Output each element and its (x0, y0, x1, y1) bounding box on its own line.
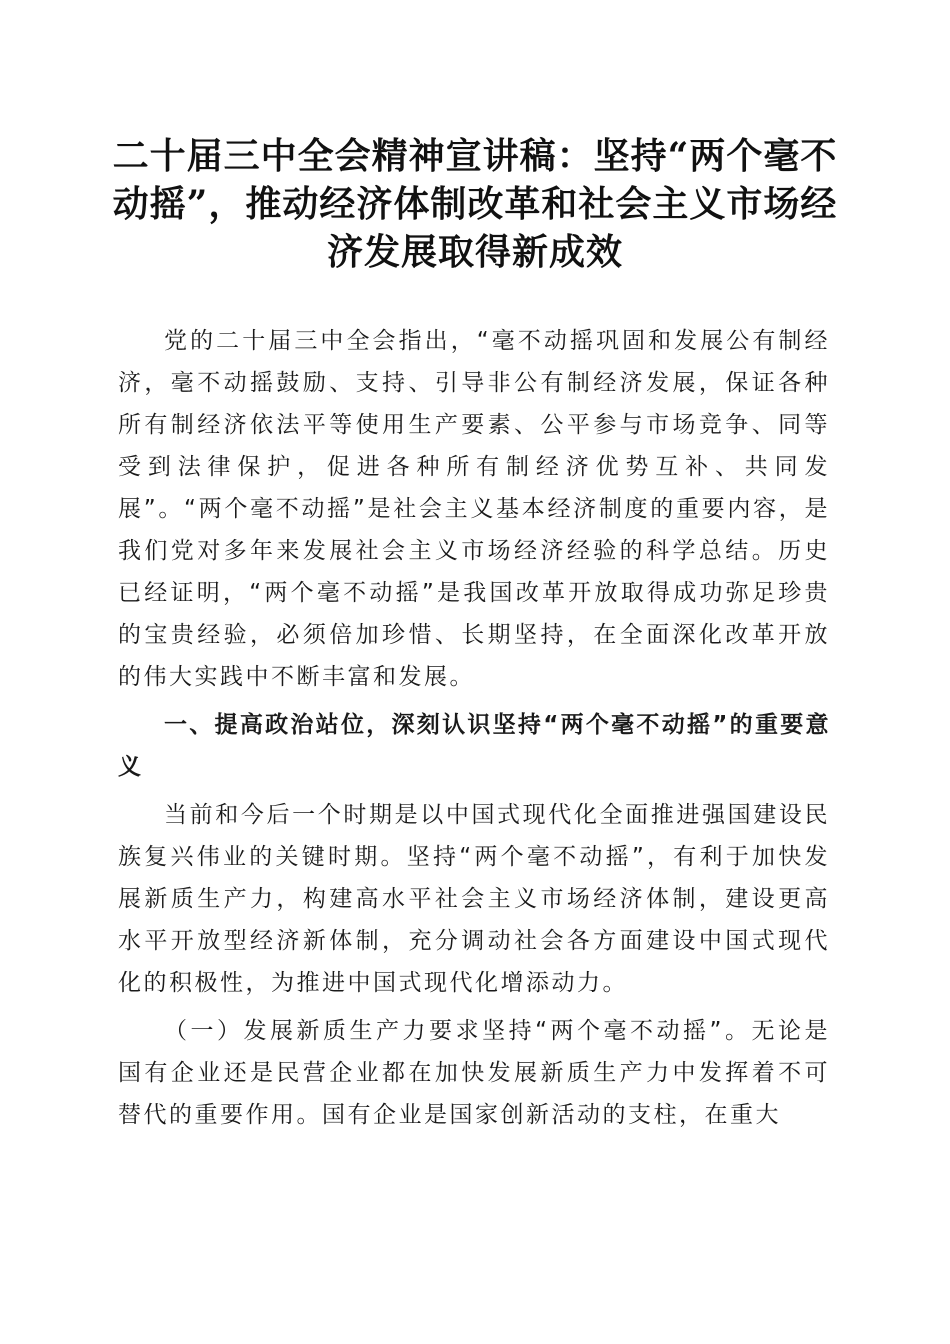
section-1-paragraph: 当前和今后一个时期是以中国式现代化全面推进强国建设民族复兴伟业的关键时期。坚持“两个毫不动摇”，有利于加快发展新质生产力，构建高水平社会主义市场经济体制，建设更高水平开放型经济新体制，充分调动社会各方面建设中国式现代化的积极性，为推进中国式现代化增添动力。 (118, 802, 830, 996)
intro-paragraph: 党的二十届三中全会指出，“毫不动摇巩固和发展公有制经济，毫不动摇鼓励、支持、引导非公有制经济发展，保证各种所有制经济依法平等使用生产要素、公平参与市场竞争、同等受到法律保护，促进各种所有制经济优势互补、共同发展”。“两个毫不动摇”是社会主义基本经济制度的重要内容，是我们党对多年来发展社会主义市场经济经验的科学总结。历史已经证明，“两个毫不动摇”是我国改革开放取得成功弥足珍贵的宝贵经验，必须倍加珍惜、长期坚持，在全面深化改革开放的伟大实践中不断丰富和发展。 (118, 328, 830, 690)
document-body (118, 320, 830, 1142)
document-title: 二十届三中全会精神宣讲稿：坚持“两个毫不动摇”，推动经济体制改革和社会主义市场经济发展取得新成效 (112, 135, 838, 273)
subsection-1-paragraph: （一）发展新质生产力要求坚持“两个毫不动摇”。无论是国有企业还是民营企业都在加快发展新质生产力中发挥着不可替代的重要作用。国有企业是国家创新活动的支柱，在重大 (118, 1018, 830, 1128)
section-heading-1: 一、提高政治站位，深刻认识坚持“两个毫不动摇”的重要意义 (118, 712, 830, 780)
